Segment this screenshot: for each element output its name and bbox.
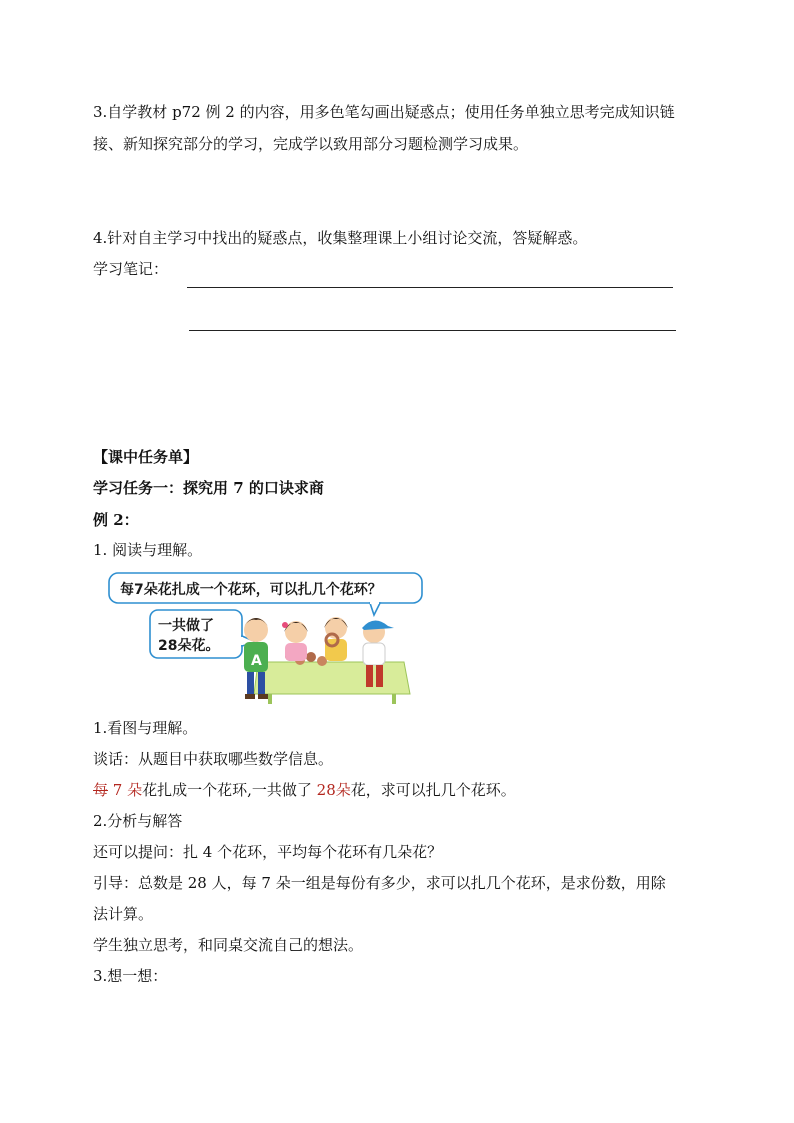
independent-thinking: 学生独立思考，和同桌交流自己的想法。	[93, 936, 364, 954]
section-title: 【课中任务单】	[93, 448, 199, 466]
girl-in-yellow	[324, 617, 348, 661]
girl-in-pink	[282, 621, 308, 661]
think-heading: 3.想一想：	[93, 967, 168, 985]
task1-title: 学习任务一：探究用 7 的口诀求商	[93, 479, 324, 497]
read-understand: 1. 阅读与理解。	[93, 541, 203, 559]
notes-label: 学习笔记：	[93, 260, 169, 278]
side-bubble-line1: 一共做了	[158, 618, 214, 634]
info-red-5: 朵	[335, 781, 351, 799]
info-red-2: 7	[108, 781, 128, 799]
item3-line2: 接、新知探究部分的学习，完成学以致用部分习题检测学习成果。	[93, 135, 529, 153]
info-text-1: 花扎成一个花环,一共做了	[142, 781, 317, 799]
svg-text:A: A	[251, 653, 262, 669]
notes-line-2	[189, 330, 676, 331]
example-illustration	[108, 570, 424, 706]
info-red-3: 朵	[127, 781, 143, 799]
analyze-heading: 2.分析与解答	[93, 812, 183, 830]
info-text-2: 花，求可以扎几个花环。	[350, 781, 516, 799]
guide-line1: 引导：总数是 28 人，每 7 朵一组是每份有多少，求可以扎几个花环，是求份数，用除	[93, 874, 666, 892]
table	[254, 662, 410, 694]
also-ask: 还可以提问：扎 4 个花环，平均每个花环有几朵花？	[93, 843, 443, 861]
guide-line2: 法计算。	[93, 905, 154, 923]
info-line	[93, 780, 516, 800]
side-bubble-line2: 28朵花。	[158, 638, 220, 654]
info-red-4: 28	[316, 781, 336, 799]
look-understand: 1.看图与理解。	[93, 719, 198, 737]
example-label: 例 2：	[93, 511, 139, 529]
item3-line1: 3.自学教材 p72 例 2 的内容，用多色笔勾画出疑惑点；使用任务单独立思考完成知识链	[93, 103, 675, 121]
top-bubble-text: 每7朵花扎成一个花环，可以扎几个花环？	[120, 582, 382, 598]
talk-prompt: 谈话：从题目中获取哪些数学信息。	[93, 750, 334, 768]
info-red-1: 每	[93, 781, 109, 799]
notes-line-1	[187, 287, 673, 288]
item4: 4.针对自主学习中找出的疑惑点，收集整理课上小组讨论交流，答疑解惑。	[93, 229, 588, 247]
